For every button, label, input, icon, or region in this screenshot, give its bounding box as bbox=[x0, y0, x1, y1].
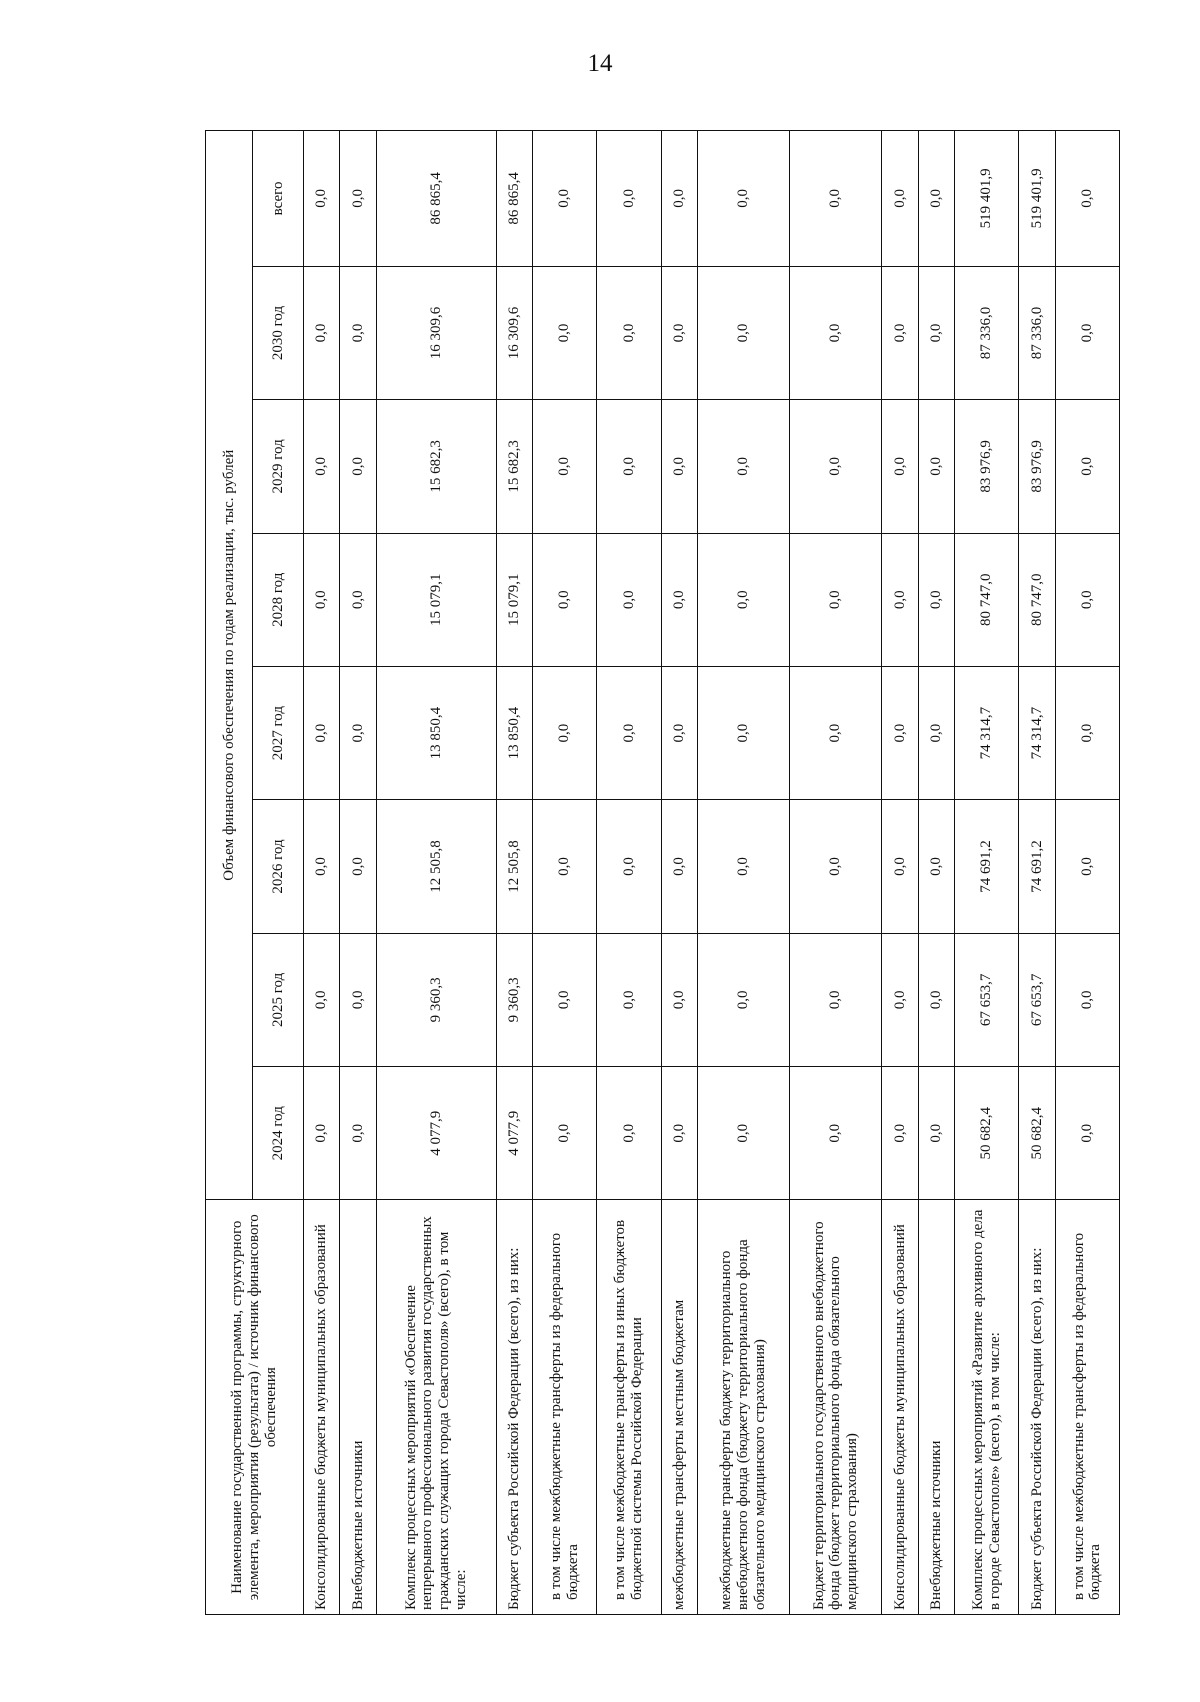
row-label: Бюджет субъекта Российской Федерации (всего), из них: bbox=[496, 1200, 532, 1615]
table-row bbox=[597, 131, 661, 1615]
value-cell: 0,0 bbox=[1055, 1067, 1119, 1200]
value-cell: 15 682,3 bbox=[496, 400, 532, 533]
value-cell: 0,0 bbox=[1055, 800, 1119, 933]
total-cell: 0,0 bbox=[882, 131, 918, 267]
table-body bbox=[304, 131, 1120, 1615]
value-cell: 0,0 bbox=[661, 1067, 697, 1200]
value-cell: 0,0 bbox=[533, 266, 597, 399]
table-row bbox=[918, 131, 954, 1615]
value-cell: 0,0 bbox=[697, 666, 789, 799]
value-cell: 0,0 bbox=[533, 1067, 597, 1200]
year-header: 2027 год bbox=[253, 666, 304, 799]
total-cell: 0,0 bbox=[533, 131, 597, 267]
value-cell: 74 314,7 bbox=[1019, 666, 1055, 799]
year-header: 2025 год bbox=[253, 933, 304, 1066]
value-cell: 0,0 bbox=[790, 933, 882, 1066]
row-label: Консолидированные бюджеты муниципальных образований bbox=[882, 1200, 918, 1615]
value-cell: 87 336,0 bbox=[1019, 266, 1055, 399]
total-cell: 0,0 bbox=[304, 131, 340, 267]
value-cell: 0,0 bbox=[304, 533, 340, 666]
value-cell: 0,0 bbox=[597, 666, 661, 799]
value-cell: 0,0 bbox=[661, 666, 697, 799]
financing-group-header: Объем финансового обеспечения по годам реализации, тыс. рублей bbox=[206, 131, 253, 1200]
value-cell: 0,0 bbox=[882, 666, 918, 799]
row-label: Бюджет территориального государственного внебюджетного фонда (бюджет территориального фонда обязательного медицинского страхования) bbox=[790, 1200, 882, 1615]
value-cell: 74 314,7 bbox=[955, 666, 1019, 799]
page-number: 14 bbox=[587, 50, 613, 77]
value-cell: 0,0 bbox=[697, 533, 789, 666]
value-cell: 4 077,9 bbox=[496, 1067, 532, 1200]
value-cell: 0,0 bbox=[533, 666, 597, 799]
value-cell: 0,0 bbox=[597, 800, 661, 933]
table-row bbox=[661, 131, 697, 1615]
value-cell: 50 682,4 bbox=[955, 1067, 1019, 1200]
value-cell: 0,0 bbox=[340, 800, 376, 933]
value-cell: 0,0 bbox=[790, 666, 882, 799]
value-cell: 74 691,2 bbox=[955, 800, 1019, 933]
value-cell: 0,0 bbox=[533, 933, 597, 1066]
value-cell: 0,0 bbox=[918, 800, 954, 933]
value-cell: 0,0 bbox=[918, 266, 954, 399]
value-cell: 0,0 bbox=[697, 800, 789, 933]
total-cell: 86 865,4 bbox=[496, 131, 532, 267]
value-cell: 9 360,3 bbox=[496, 933, 532, 1066]
total-cell: 0,0 bbox=[1055, 131, 1119, 267]
value-cell: 0,0 bbox=[533, 533, 597, 666]
total-cell: 0,0 bbox=[661, 131, 697, 267]
value-cell: 0,0 bbox=[790, 533, 882, 666]
value-cell: 15 079,1 bbox=[496, 533, 532, 666]
year-header: 2029 год bbox=[253, 400, 304, 533]
row-label: Комплекс процессных мероприятий «Обеспечение непрерывного профессионального развития государственных гражданских служащих города Севастополя» (всего), в том числе: bbox=[376, 1200, 496, 1615]
value-cell: 0,0 bbox=[597, 266, 661, 399]
table-row bbox=[533, 131, 597, 1615]
value-cell: 0,0 bbox=[597, 933, 661, 1066]
total-cell: 0,0 bbox=[597, 131, 661, 267]
value-cell: 74 691,2 bbox=[1019, 800, 1055, 933]
value-cell: 67 653,7 bbox=[955, 933, 1019, 1066]
value-cell: 15 682,3 bbox=[376, 400, 496, 533]
value-cell: 83 976,9 bbox=[955, 400, 1019, 533]
value-cell: 12 505,8 bbox=[376, 800, 496, 933]
total-cell: 0,0 bbox=[697, 131, 789, 267]
row-label: Комплекс процессных мероприятий «Развитие архивного дела в городе Севастополе» (всего), в том числе: bbox=[955, 1200, 1019, 1615]
value-cell: 0,0 bbox=[882, 266, 918, 399]
value-cell: 0,0 bbox=[790, 800, 882, 933]
value-cell: 0,0 bbox=[790, 1067, 882, 1200]
row-label: в том числе межбюджетные трансферты из федерального бюджета bbox=[533, 1200, 597, 1615]
value-cell: 0,0 bbox=[882, 933, 918, 1066]
value-cell: 13 850,4 bbox=[376, 666, 496, 799]
value-cell: 16 309,6 bbox=[496, 266, 532, 399]
table-row bbox=[376, 131, 496, 1615]
value-cell: 0,0 bbox=[304, 400, 340, 533]
row-label: межбюджетные трансферты местным бюджетам bbox=[661, 1200, 697, 1615]
value-cell: 67 653,7 bbox=[1019, 933, 1055, 1066]
value-cell: 0,0 bbox=[340, 933, 376, 1066]
value-cell: 0,0 bbox=[918, 933, 954, 1066]
total-cell: 0,0 bbox=[340, 131, 376, 267]
value-cell: 16 309,6 bbox=[376, 266, 496, 399]
total-header: всего bbox=[253, 131, 304, 267]
row-label: Внебюджетные источники bbox=[918, 1200, 954, 1615]
value-cell: 0,0 bbox=[533, 400, 597, 533]
value-cell: 0,0 bbox=[597, 533, 661, 666]
row-label: в том числе межбюджетные трансферты из федерального бюджета bbox=[1055, 1200, 1119, 1615]
value-cell: 0,0 bbox=[882, 1067, 918, 1200]
value-cell: 0,0 bbox=[790, 400, 882, 533]
value-cell: 4 077,9 bbox=[376, 1067, 496, 1200]
value-cell: 0,0 bbox=[1055, 666, 1119, 799]
value-cell: 0,0 bbox=[340, 266, 376, 399]
total-cell: 519 401,9 bbox=[1019, 131, 1055, 267]
total-cell: 86 865,4 bbox=[376, 131, 496, 267]
value-cell: 83 976,9 bbox=[1019, 400, 1055, 533]
value-cell: 0,0 bbox=[697, 400, 789, 533]
table-header-row bbox=[206, 131, 253, 1615]
value-cell: 15 079,1 bbox=[376, 533, 496, 666]
value-cell: 13 850,4 bbox=[496, 666, 532, 799]
value-cell: 0,0 bbox=[340, 1067, 376, 1200]
table-row bbox=[340, 131, 376, 1615]
value-cell: 0,0 bbox=[304, 933, 340, 1066]
value-cell: 0,0 bbox=[882, 800, 918, 933]
value-cell: 12 505,8 bbox=[496, 800, 532, 933]
row-label: Бюджет субъекта Российской Федерации (всего), из них: bbox=[1019, 1200, 1055, 1615]
value-cell: 0,0 bbox=[661, 800, 697, 933]
value-cell: 0,0 bbox=[918, 1067, 954, 1200]
value-cell: 50 682,4 bbox=[1019, 1067, 1055, 1200]
value-cell: 0,0 bbox=[918, 666, 954, 799]
value-cell: 80 747,0 bbox=[1019, 533, 1055, 666]
table-row bbox=[1019, 131, 1055, 1615]
value-cell: 0,0 bbox=[304, 266, 340, 399]
value-cell: 0,0 bbox=[1055, 933, 1119, 1066]
value-cell: 0,0 bbox=[697, 1067, 789, 1200]
value-cell: 0,0 bbox=[340, 666, 376, 799]
value-cell: 0,0 bbox=[1055, 533, 1119, 666]
value-cell: 0,0 bbox=[597, 400, 661, 533]
value-cell: 0,0 bbox=[304, 1067, 340, 1200]
value-cell: 0,0 bbox=[661, 400, 697, 533]
year-header: 2028 год bbox=[253, 533, 304, 666]
financing-table bbox=[205, 130, 1120, 1615]
value-cell: 0,0 bbox=[533, 800, 597, 933]
table-row bbox=[496, 131, 532, 1615]
value-cell: 9 360,3 bbox=[376, 933, 496, 1066]
table-row bbox=[790, 131, 882, 1615]
value-cell: 0,0 bbox=[882, 400, 918, 533]
year-header: 2030 год bbox=[253, 266, 304, 399]
row-label: межбюджетные трансферты бюджету территориального внебюджетного фонда (бюджету территориального фонда обязательного медицинского страхования) bbox=[697, 1200, 789, 1615]
total-cell: 0,0 bbox=[790, 131, 882, 267]
value-cell: 87 336,0 bbox=[955, 266, 1019, 399]
table-row bbox=[1055, 131, 1119, 1615]
value-cell: 0,0 bbox=[918, 400, 954, 533]
table-row bbox=[304, 131, 340, 1615]
name-column-header: Наименование государственной программы, структурного элемента, мероприятия (результата) / источник финансового обеспечения bbox=[206, 1200, 304, 1615]
value-cell: 0,0 bbox=[597, 1067, 661, 1200]
year-header: 2024 год bbox=[253, 1067, 304, 1200]
row-label: Консолидированные бюджеты муниципальных образований bbox=[304, 1200, 340, 1615]
value-cell: 0,0 bbox=[340, 533, 376, 666]
value-cell: 0,0 bbox=[661, 266, 697, 399]
value-cell: 0,0 bbox=[661, 933, 697, 1066]
total-cell: 0,0 bbox=[918, 131, 954, 267]
value-cell: 0,0 bbox=[790, 266, 882, 399]
value-cell: 0,0 bbox=[697, 266, 789, 399]
year-header: 2026 год bbox=[253, 800, 304, 933]
value-cell: 0,0 bbox=[918, 533, 954, 666]
row-label: Внебюджетные источники bbox=[340, 1200, 376, 1615]
value-cell: 0,0 bbox=[661, 533, 697, 666]
total-cell: 519 401,9 bbox=[955, 131, 1019, 267]
table-row bbox=[882, 131, 918, 1615]
value-cell: 0,0 bbox=[1055, 266, 1119, 399]
value-cell: 0,0 bbox=[882, 533, 918, 666]
value-cell: 0,0 bbox=[340, 400, 376, 533]
value-cell: 0,0 bbox=[697, 933, 789, 1066]
row-label: в том числе межбюджетные трансферты из иных бюджетов бюджетной системы Российской Федерации bbox=[597, 1200, 661, 1615]
table-row bbox=[955, 131, 1019, 1615]
value-cell: 80 747,0 bbox=[955, 533, 1019, 666]
rotated-table-container bbox=[205, 130, 1120, 1615]
value-cell: 0,0 bbox=[1055, 400, 1119, 533]
table-row bbox=[697, 131, 789, 1615]
value-cell: 0,0 bbox=[304, 800, 340, 933]
value-cell: 0,0 bbox=[304, 666, 340, 799]
